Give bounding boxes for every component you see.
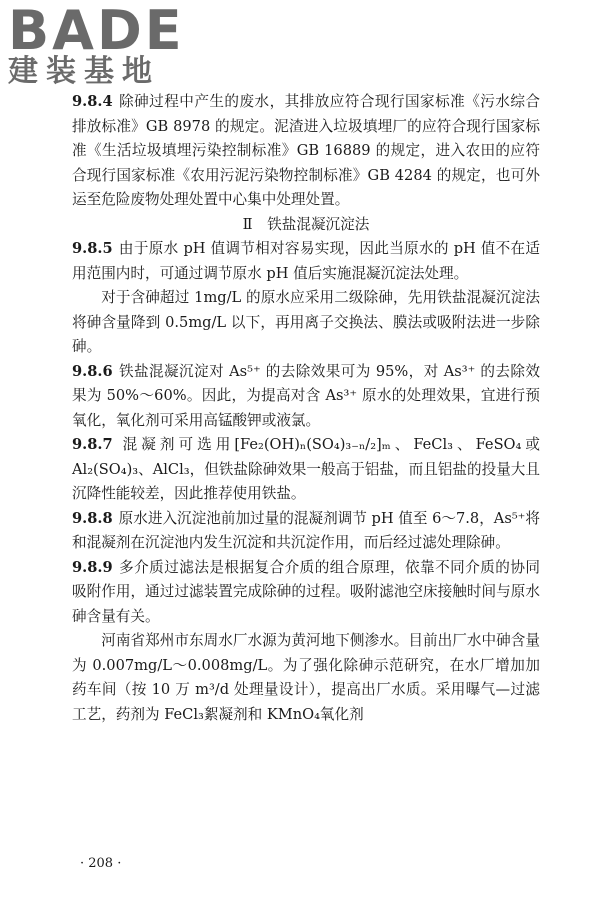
clause-9-8-4 [72, 90, 540, 213]
clause-number: 9.8.5 [72, 240, 113, 257]
clause-number: 9.8.6 [72, 362, 113, 380]
clause-text: 铁盐混凝沉淀对 As⁵⁺ 的去除效果可为 95%，对 As³⁺ 的去除效果为 50%～60%。因此，为提高对含 As³⁺ 原水的处理效果，宜进行预氧化，氧化剂可采用高锰酸钾或液氯。 [72, 362, 540, 429]
clause-text: 混凝剂可选用[Fe₂(OH)ₙ(SO₄)₃₋ₙ/₂]ₘ、FeCl₃、FeSO₄或Al₂(SO₄)₃、AlCl₃，但铁盐除砷效果一般高于铝盐，而且铝盐的投量大且沉降性能较差，因此推荐使用铁盐。 [72, 436, 540, 502]
clause-number: 9.8.7 [72, 436, 113, 453]
clause-9-8-5 [72, 237, 540, 286]
clause-text: 由于原水 pH 值调节相对容易实现，因此当原水的 pH 值不在适用范围内时，可通过调节原水 pH 值后实施混凝沉淀法处理。 [72, 240, 540, 282]
clause-number: 9.8.4 [72, 93, 113, 110]
document-body [72, 90, 540, 727]
clause-9-8-7 [72, 433, 540, 507]
clause-text: 多介质过滤法是根据复合介质的组合原理，依靠不同介质的协同吸附作用，通过过滤装置完成除砷的过程。吸附滤池空床接触时间与原水砷含量有关。 [72, 558, 540, 625]
logo-brand: BADE [8, 0, 185, 62]
clause-9-8-6 [72, 360, 540, 434]
section-heading: Ⅱ 铁盐混凝沉淀法 [242, 215, 370, 233]
clause-number: 9.8.9 [72, 558, 113, 576]
paragraph-example: 河南省郑州市东周水厂水源为黄河地下侧渗水。目前出厂水中砷含量为 0.007mg/L～0.008mg/L。为了强化除砷示范研究，在水厂增加加药车间（按 10 万 m³/d 处理量设计），提高出厂水质。采用曝气—过滤工艺，药剂为 FeCl₃絮凝剂和 KMnO₄氧化剂 [72, 632, 540, 723]
clause-9-8-8 [72, 507, 540, 556]
watermark-logo [8, 0, 185, 89]
paragraph-two-stage: 对于含砷超过 1mg/L 的原水应采用二级除砷，先用铁盐混凝沉淀法将砷含量降到 0.5mg/L 以下，再用离子交换法、膜法或吸附法进一步除砷。 [72, 289, 540, 355]
clause-9-8-9 [72, 556, 540, 630]
clause-number: 9.8.8 [72, 509, 113, 527]
page-number: · 208 · [80, 856, 122, 871]
logo-subtitle: 建装基地 [8, 54, 160, 89]
clause-text: 原水进入沉淀池前加过量的混凝剂调节 pH 值至 6～7.8，As⁵⁺将和混凝剂在沉淀池内发生沉淀和共沉淀作用，而后经过滤处理除砷。 [72, 509, 540, 551]
clause-text: 除砷过程中产生的废水，其排放应符合现行国家标准《污水综合排放标准》GB 8978 的规定。泥渣进入垃圾填埋厂的应符合现行国家标准《生活垃圾填埋污染控制标准》GB 16889 的规定，进入农田的应符合现行国家标准《农用污泥污染物控制标准》GB 4284 的规定，也可外运至危险废物处理处置中心集中处理处置。 [72, 93, 540, 208]
